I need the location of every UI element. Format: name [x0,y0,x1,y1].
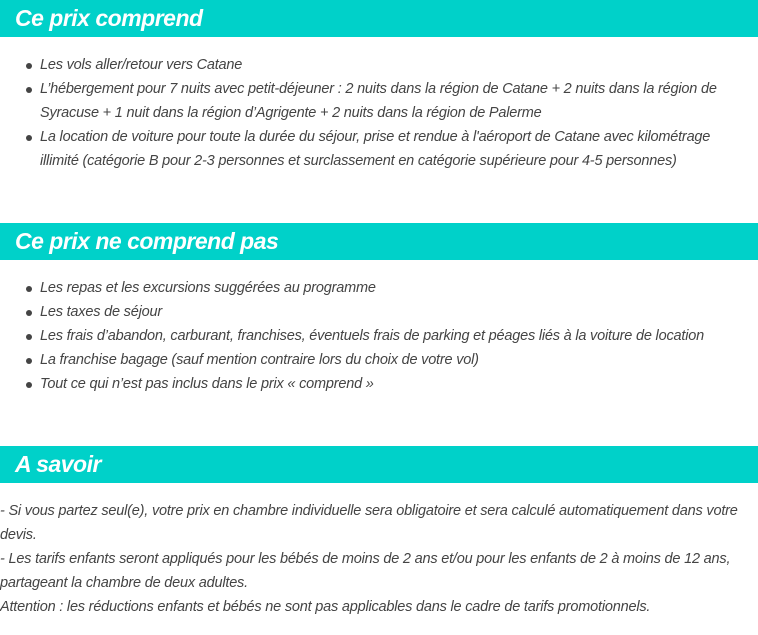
list-item: La franchise bagage (sauf mention contraire lors du choix de votre vol) [0,348,740,372]
list-item: Les vols aller/retour vers Catane [0,53,740,77]
bullet-icon [26,358,32,364]
info-paragraph: - Les tarifs enfants seront appliqués pour les bébés de moins de 2 ans et/ou pour les enfants de 2 à moins de 12 ans, partageant la chambre de deux adultes. [0,551,731,591]
list-item: Tout ce qui n’est pas inclus dans le prix « comprend » [0,372,740,396]
info-paragraph: Attention : les réductions enfants et bébés ne sont pas applicables dans le cadre de tarifs promotionnels. [0,599,651,615]
bullet-icon [26,310,32,316]
section-title-good-to-know: A savoir [15,451,101,477]
list-item: Les taxes de séjour [0,300,740,324]
bullet-icon [26,135,32,141]
bullet-icon [26,63,32,69]
section-title-not-included: Ce prix ne comprend pas [15,228,279,254]
bullet-icon [26,87,32,93]
bullet-icon [26,382,32,388]
info-paragraph: - Si vous partez seul(e), votre prix en chambre individuelle sera obligatoire et sera calculé automatiquement dans votre devis. [0,503,738,543]
section-title-included: Ce prix comprend [15,5,203,31]
section-header-good-to-know [0,446,758,483]
bullet-icon [26,286,32,292]
bullet-icon [26,334,32,340]
not-included-list [0,276,740,396]
good-to-know-text [0,499,752,619]
list-item: L’hébergement pour 7 nuits avec petit-déjeuner : 2 nuits dans la région de Catane + 2 nuits dans la région de Syracuse + 1 nuit dans la région d’Agrigente + 2 nuits dans la région de Palerme [0,77,740,125]
section-header-included [0,0,758,37]
list-item: La location de voiture pour toute la durée du séjour, prise et rendue à l'aéroport de Catane avec kilométrage illimité (catégorie B pour 2-3 personnes et surclassement en catégorie supérieure pour 4-5 personnes) [0,125,740,173]
list-item: Les frais d’abandon, carburant, franchises, éventuels frais de parking et péages liés à la voiture de location [0,324,740,348]
included-list [0,53,740,173]
list-item: Les repas et les excursions suggérées au programme [0,276,740,300]
section-header-not-included [0,223,758,260]
